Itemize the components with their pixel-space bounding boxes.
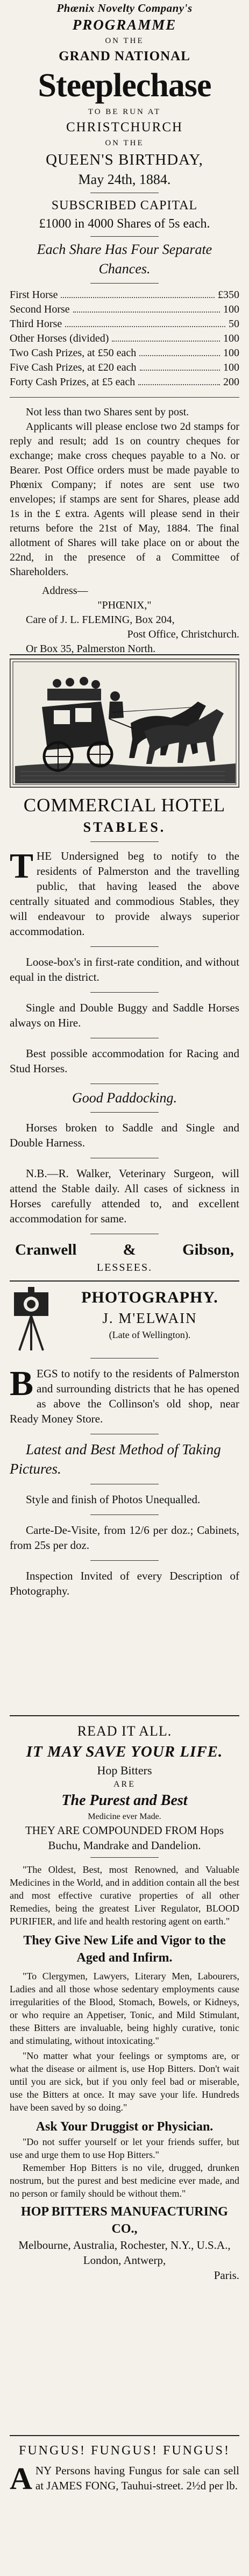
proprietor-name: Gibson, bbox=[182, 1241, 234, 1258]
divider bbox=[90, 946, 159, 947]
prize-row bbox=[10, 346, 239, 360]
inspection-notice: Inspection Invited of every Description of Photography. bbox=[10, 1569, 239, 1597]
prize-value: 100 bbox=[223, 303, 239, 315]
prize-row bbox=[10, 302, 239, 317]
dont-suffer-quote: "Do not suffer yourself or let your friends suffer, but use and urge them to use Hop Bitters." bbox=[10, 2136, 239, 2160]
prize-row bbox=[10, 331, 239, 346]
fungus-text: NY Persons having Fungus for sale can sell at JAMES FONG, Tauhui-street. 2½d per lb. bbox=[35, 2464, 239, 2492]
applicants-notice: Applicants will please enclose two 2d stamps for reply and result; add 1s on country cheques for exchange; make cross cheques payable to a No. or Bearer. Post Office orders must be made payable to Phœnix Company; if notes are sent use two envelopes; if stamps are sent for Shares, please add 1s in the £ extra. Agents will please send in their returns before the 21st of May, 1884. The final allotment of Shares will take place on or about the 22nd, in the presence of a Committee of Shareholders. bbox=[10, 421, 239, 578]
address-label: Address— bbox=[42, 585, 88, 597]
hotel-intro bbox=[10, 848, 239, 939]
horses-broken-notice: Horses broken to Saddle and Single and Double Harness. bbox=[10, 1121, 239, 1149]
prize-value: 100 bbox=[223, 362, 239, 373]
fungus-ad bbox=[10, 2441, 239, 2576]
oldest-quote: "The Oldest, Best, most Renowned, and Valuable Medicines in the World, and in addition contain all the best and most effective curative properties of all other Remedies, being the greatest Liver Regulator, BLOOD PURIFIER, and life and health restoring agent on earth." bbox=[10, 1864, 239, 1927]
divider bbox=[90, 1112, 159, 1113]
divider bbox=[90, 283, 159, 284]
hotel-title: COMMERCIAL HOTEL bbox=[23, 795, 226, 816]
photographer-origin: (Late of Wellington). bbox=[109, 1329, 191, 1340]
christchurch-heading: CHRISTCHURCH bbox=[66, 120, 183, 135]
manufacturer-cities-2: Paris. bbox=[214, 2269, 239, 2282]
photo-intro-text: EGS to notify to the residents of Palmerston and surrounding districts that he has opened as above the Collinson's old shop, near Ready Money Store. bbox=[10, 1367, 239, 1425]
section-divider bbox=[10, 2435, 239, 2436]
clergymen-quote: "To Clergymen, Lawyers, Literary Men, Labourers, Ladies and all those whose sedentary employments cause irregularities of the Blood, Stomach, Bowels, or Kidneys, or who require an Appetiser, Tonic, and Mild Stimulant, these Bitters are invaluable, being highly curative, tonic and stimulating, without intoxicating." bbox=[10, 1971, 239, 2046]
best-accommodation-notice: Best possible accommodation for Racing and Stud Horses. bbox=[10, 1047, 239, 1075]
photographer-name: J. M'ELWAIN bbox=[102, 1310, 197, 1326]
drop-cap: T bbox=[10, 846, 34, 886]
fungus-heading: FUNGUS! FUNGUS! FUNGUS! bbox=[18, 2444, 231, 2458]
four-chances-line: Each Share Has Four Separate Chances. bbox=[37, 242, 212, 277]
proprietors bbox=[10, 1240, 239, 1260]
commercial-hotel-ad bbox=[10, 659, 239, 1277]
pricing-notice: Carte-De-Visite, from 12/6 per doz.; Cabinets, from 25s per doz. bbox=[10, 1524, 239, 1552]
programme-heading: PROGRAMME bbox=[72, 17, 177, 33]
phoenix-programme-ad bbox=[10, 0, 239, 655]
address-line: Post Office, Christchurch. bbox=[127, 628, 239, 640]
subscribed-capital-heading: SUBSCRIBED CAPITAL bbox=[51, 199, 198, 213]
divider bbox=[90, 236, 159, 237]
prize-label: Second Horse bbox=[10, 303, 70, 315]
prize-label: Five Cash Prizes, at £20 each bbox=[10, 362, 137, 373]
prize-label: Forty Cash Prizes, at £5 each bbox=[10, 376, 136, 388]
grand-national-heading: GRAND NATIONAL bbox=[59, 49, 190, 63]
hop-bitters-name: Hop Bitters bbox=[97, 1764, 152, 1777]
shares-line: £1000 in 4000 Shares of 5s each. bbox=[39, 217, 210, 231]
stagecoach-woodcut-image bbox=[10, 659, 239, 788]
compounded-line: THEY ARE COMPOUNDED FROM Hops Buchu, Mandrake and Dandelion. bbox=[25, 1824, 224, 1852]
read-it-all-heading: READ IT ALL. bbox=[77, 1723, 172, 1739]
new-life-heading: They Give New Life and Vigor to the Aged and Infirm. bbox=[23, 1934, 226, 1965]
steeplechase-heading: Steeplechase bbox=[38, 67, 211, 104]
phoenix-company-title: Phœnix Novelty Company's bbox=[56, 2, 193, 15]
proprietor-name: Cranwell bbox=[15, 1241, 77, 1258]
style-notice: Style and finish of Photos Unequalled. bbox=[26, 1493, 201, 1506]
manufacturer-name: HOP BITTERS MANUFACTURING CO., bbox=[21, 2205, 228, 2236]
divider bbox=[90, 992, 159, 993]
divider bbox=[90, 1857, 159, 1858]
vet-notice: N.B.—R. Walker, Veterinary Surgeon, will attend the Stable daily. All cases of sickness in Horses carefully attended to, and excellent accommodation for same. bbox=[10, 1167, 239, 1225]
prize-label: Other Horses (divided) bbox=[10, 332, 109, 344]
photography-ad bbox=[10, 1287, 239, 1712]
prize-value: 100 bbox=[223, 332, 239, 344]
prize-value: 100 bbox=[223, 347, 239, 359]
prize-list bbox=[10, 288, 239, 390]
prize-value: 200 bbox=[223, 376, 239, 388]
on-the-line-2: ON THE bbox=[105, 139, 144, 147]
latest-method-heading: Latest and Best Method of Taking Pictures. bbox=[10, 1441, 221, 1477]
to-be-run-line: TO BE RUN AT bbox=[88, 108, 161, 116]
divider bbox=[90, 1560, 159, 1561]
race-date: May 24th, 1884. bbox=[78, 172, 171, 187]
ampersand: & bbox=[123, 1241, 136, 1258]
remember-quote: Remember Hop Bitters is no vile, drugged, drunken nostrum, but the purest and best medicine ever made, and no person or family should be without them." bbox=[10, 2162, 239, 2199]
purest-best-heading: The Purest and Best bbox=[61, 1792, 188, 1809]
hop-bitters-ad bbox=[10, 1722, 239, 2432]
address-line: Or Box 35, Palmerston North. bbox=[26, 643, 156, 655]
prize-row bbox=[10, 317, 239, 331]
buggy-notice: Single and Double Buggy and Saddle Horses always on Hire. bbox=[10, 1001, 239, 1029]
section-divider bbox=[10, 1715, 239, 1716]
ask-druggist-heading: Ask Your Druggist or Physician. bbox=[35, 2120, 214, 2134]
lessees-label: LESSEES. bbox=[96, 1262, 153, 1273]
on-the-line: ON THE bbox=[105, 37, 144, 45]
prize-row bbox=[10, 288, 239, 302]
manufacturer-cities: Melbourne, Australia, Rochester, N.Y., U.S.A., London, Antwerp, bbox=[18, 2239, 231, 2267]
photo-title: PHOTOGRAPHY. bbox=[81, 1289, 218, 1306]
photo-intro bbox=[10, 1366, 239, 1426]
not-less-notice: Not less than two Shares sent by post. bbox=[26, 406, 189, 418]
queens-birthday-heading: QUEEN'S BIRTHDAY, bbox=[46, 151, 203, 168]
prize-value: £350 bbox=[218, 289, 239, 301]
divider bbox=[90, 841, 159, 842]
no-matter-quote: "No matter what your feelings or symptoms are, or what the disease or ailment is, use Hop Bitters. Don't wait until you are sick, but if you only feel bad or miserable, use the Bitters at once. It may save your life. Hundreds have been saved by so doing." bbox=[10, 2050, 239, 2113]
drop-cap: A bbox=[10, 2461, 32, 2496]
save-your-life-heading: IT MAY SAVE YOUR LIFE. bbox=[26, 1743, 223, 1760]
prize-row bbox=[10, 375, 239, 390]
address-line: Care of J. L. FLEMING, Box 204, bbox=[26, 614, 175, 626]
prize-label: Two Cash Prizes, at £50 each bbox=[10, 347, 137, 359]
fungus-notice bbox=[10, 2461, 239, 2496]
are-label: ARE bbox=[113, 1780, 136, 1789]
hotel-subtitle: STABLES. bbox=[83, 819, 166, 835]
camera-icon bbox=[10, 1287, 53, 1351]
loose-box-notice: Loose-box's in first-rate condition, and without equal in the district. bbox=[10, 956, 239, 983]
prize-label: Third Horse bbox=[10, 318, 62, 330]
section-divider bbox=[10, 1280, 239, 1282]
divider bbox=[10, 397, 239, 398]
drop-cap: B bbox=[10, 1364, 34, 1403]
prize-label: First Horse bbox=[10, 289, 58, 301]
medicine-line: Medicine ever Made. bbox=[88, 1812, 161, 1821]
hotel-intro-text: HE Undersigned beg to notify to the residents of Palmerston and the travelling public, that having leased the above centrally situated and commodious Stables, they will endeavour to provide always superior accommodation. bbox=[10, 850, 239, 938]
photo-header bbox=[10, 1287, 239, 1351]
address-name: "PHŒNIX," bbox=[97, 599, 152, 611]
prize-value: 50 bbox=[229, 318, 239, 330]
good-paddocking-heading: Good Paddocking. bbox=[72, 1090, 177, 1106]
prize-row bbox=[10, 360, 239, 375]
